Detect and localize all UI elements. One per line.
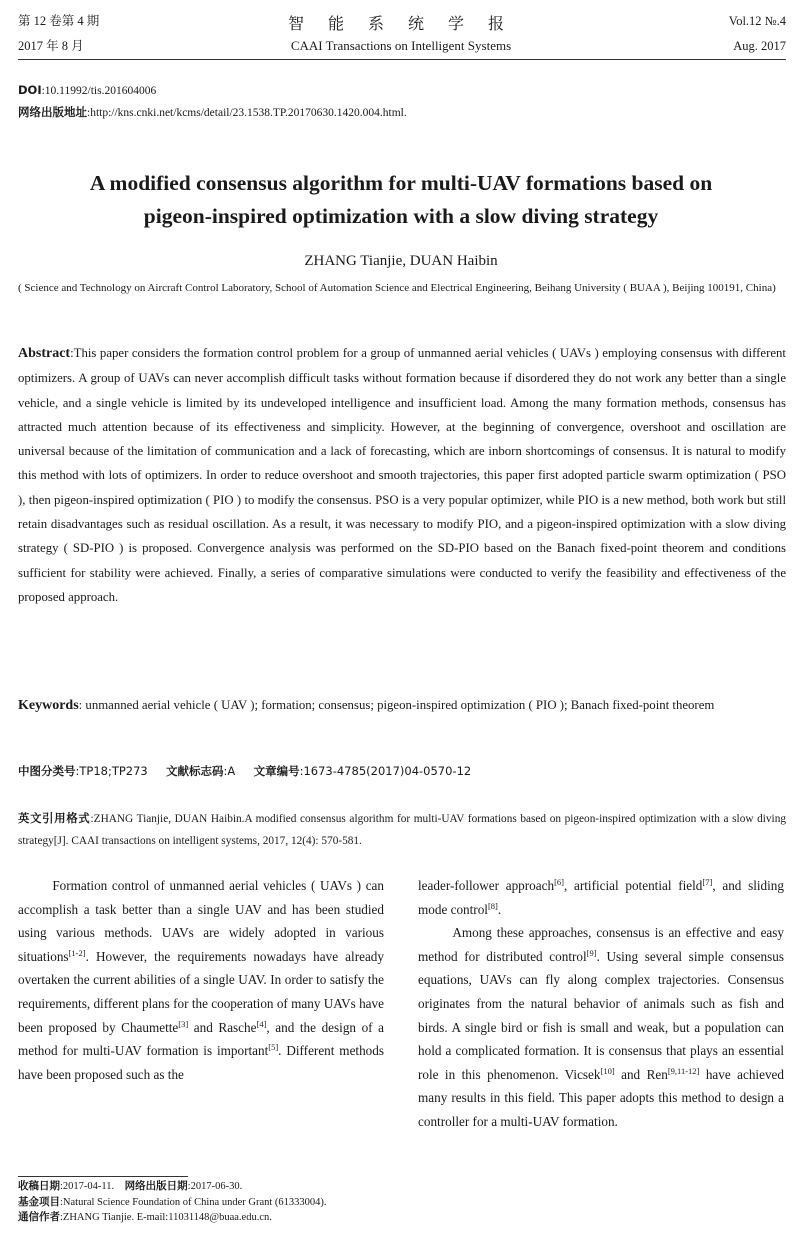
paper-title-line-1: A modified consensus algorithm for multi-UAV formations based on	[89, 171, 713, 195]
footnote-fund	[18, 1195, 398, 1211]
body-text: , artificial potential field	[563, 878, 703, 893]
citation-ref: [5]	[268, 1042, 279, 1053]
doc-code-label: 文献标志码	[166, 764, 224, 778]
abstract-text: :This paper considers the formation control problem for a group of unmanned aerial vehicles ( UAVs ) employing consensus with different optimizers. A group of UAVs can never accomplish difficult tasks without formation because if disordered they do not work any better than a single vehicle, and a single vehicle is limited by its undeveloped intelligence and insufficient load. Among the many formation methods, consensus has attracted much attention because of its effectiveness and simplicity. However, at the beginning of convergence, overshoot and oscillation are universal because of the limitation of communication and a lack of forecasting, which are inborn shortcomings of consensus. It is natural to modify this method with lots of optimizers. In order to reduce overshoot and smooth trajectories, this paper first adopted particle swarm optimization ( PSO ), then pigeon-inspired optimization ( PIO ) to modify the consensus. PSO is a very popular optimizer, while PIO is a new method, both work but still retain disadvantages such as residual oscillation. As a result, it was necessary to modify PIO, and a pigeon-inspired optimization with a slow diving strategy ( SD-PIO ) is proposed. Convergence analysis was performed on the SD-PIO based on the Banach fixed-point theorem and conditions sufficient for stability were achieved. Finally, a series of comparative simulations were conducted to verify the feasibility and effectiveness of the proposed approach.	[18, 346, 786, 604]
received-value: :2017-04-11.	[60, 1181, 115, 1192]
article-number-label: 文章编号	[253, 764, 300, 778]
paper-title-line-2: pigeon-inspired optimization with a slow diving strategy	[143, 204, 659, 228]
body-text: and Rasche	[188, 1019, 257, 1035]
doi-line	[18, 81, 156, 101]
online-value: :2017-06-30.	[187, 1181, 243, 1192]
body-text: , and sliding mode control	[418, 878, 784, 917]
citation-ref: [6]	[554, 877, 564, 887]
corresponding-value: :ZHANG Tianjie. E-mail:11031148@buaa.edu.cn.	[60, 1212, 272, 1223]
article-number-value: :1673-4785(2017)04-0570-12	[299, 764, 472, 778]
footnote-rule	[18, 1176, 188, 1177]
header-volume-cn: 第 12 卷第 4 期	[18, 14, 100, 28]
doi-value: :10.11992/tis.201604006	[41, 85, 157, 97]
header-date-en: Aug. 2017	[733, 39, 786, 53]
authors: ZHANG Tianjie, DUAN Haibin	[304, 253, 498, 269]
keywords-text: : unmanned aerial vehicle ( UAV ); formation; consensus; pigeon-inspired optimization ( PIO ); Banach fixed-point theorem	[78, 698, 715, 712]
doc-code-value: :A	[223, 764, 236, 778]
body-text: . However, the requirements nowadays have already overtaken the current abilities of a single UAV. In order to satisfy the requirements, different plans for the cooperation of many UAVs have been proposed by Chaumette	[18, 948, 384, 1035]
citation-ref: [10]	[600, 1065, 615, 1076]
citation-ref: [8]	[487, 900, 498, 911]
citation-ref: [9,11-12]	[667, 1065, 700, 1076]
citation-ref: [9]	[586, 947, 597, 958]
body-text: . Using several simple consensus equations, UAVs can fly along complex trajectories. Consensus originates from the natural behavior of animals such as fish and birds. A single bird or fish is small and weak, but a population can hold a complicated formation. It is consensus that plays an essential role in this phenomenon. Vicsek	[418, 948, 784, 1082]
header-volume-en: Vol.12 №.4	[728, 14, 786, 28]
abstract-label: Abstract	[18, 346, 71, 361]
body-text: Among these approaches, consensus is an effective and easy method for distributed control	[418, 925, 784, 964]
header-rule	[18, 59, 786, 60]
body-text: have achieved many results in this field. This paper adopts this method to design a controller for a multi-UAV formation.	[418, 1066, 784, 1129]
citation-ref: [3]	[178, 1018, 189, 1029]
doi-label: DOI	[18, 83, 42, 97]
footnote-corresponding	[18, 1210, 398, 1226]
header-date-cn: 2017 年 8 月	[18, 39, 84, 53]
received-label: 收稿日期	[18, 1180, 60, 1192]
citation-ref: [7]	[702, 877, 713, 887]
url-value: :http://kns.cnki.net/kcms/detail/23.1538.TP.20170630.1420.004.html.	[87, 107, 407, 119]
fund-value: :Natural Science Foundation of China under Grant (61333004).	[60, 1196, 327, 1208]
body-paragraph	[418, 921, 784, 1133]
paper-title	[0, 167, 802, 233]
header-journal-cn: 智 能 系 统 学 报	[287, 16, 514, 33]
clc-label: 中图分类号	[18, 764, 76, 778]
abstract	[18, 341, 786, 609]
url-line	[18, 103, 407, 123]
citation-ref: [4]	[256, 1018, 267, 1029]
citation	[18, 808, 786, 852]
keywords-label: Keywords	[18, 698, 79, 713]
affiliation: ( Science and Technology on Aircraft Control Laboratory, School of Automation Science and Electrical Engineering, Beihang University ( BUAA ), Beijing 100191, China)	[18, 282, 776, 294]
clc-value: :TP18;TP273	[75, 764, 148, 778]
corresponding-label: 通信作者	[18, 1211, 60, 1223]
citation-label: 英文引用格式	[18, 812, 91, 825]
body-text: .	[497, 901, 502, 917]
citation-ref: [1-2]	[68, 947, 86, 958]
online-label: 网络出版日期	[124, 1180, 188, 1192]
classification-line	[18, 761, 786, 781]
fund-label: 基金项目	[18, 1195, 60, 1208]
footnote	[18, 1179, 398, 1226]
body-paragraph	[418, 874, 784, 921]
body-text: and Ren	[614, 1066, 668, 1082]
citation-text: :ZHANG Tianjie, DUAN Haibin.A modified consensus algorithm for multi-UAV formations based on pigeon-inspired optimization with a slow diving strategy[J]. CAAI transactions on intelligent systems, 2017, 12(4): 570-581.	[18, 813, 786, 847]
body-text: , and the design of a method for multi-UAV formation is important	[18, 1019, 384, 1059]
body-right-column	[418, 874, 784, 1134]
footnote-dates	[18, 1179, 398, 1195]
body-paragraph	[18, 874, 384, 1086]
body-text: Formation control of unmanned aerial vehicles ( UAVs ) can accomplish a task better than a single UAV and has been studied using various methods. UAVs are widely adopted in various situations	[18, 878, 384, 964]
url-label: 网络出版地址	[18, 105, 87, 119]
header-journal-en: CAAI Transactions on Intelligent Systems	[290, 38, 512, 53]
keywords	[18, 693, 786, 718]
body-text: leader-follower approach	[418, 878, 555, 893]
body-text: . Different methods have been proposed such as the	[18, 1043, 384, 1082]
body-left-column	[18, 874, 384, 1086]
